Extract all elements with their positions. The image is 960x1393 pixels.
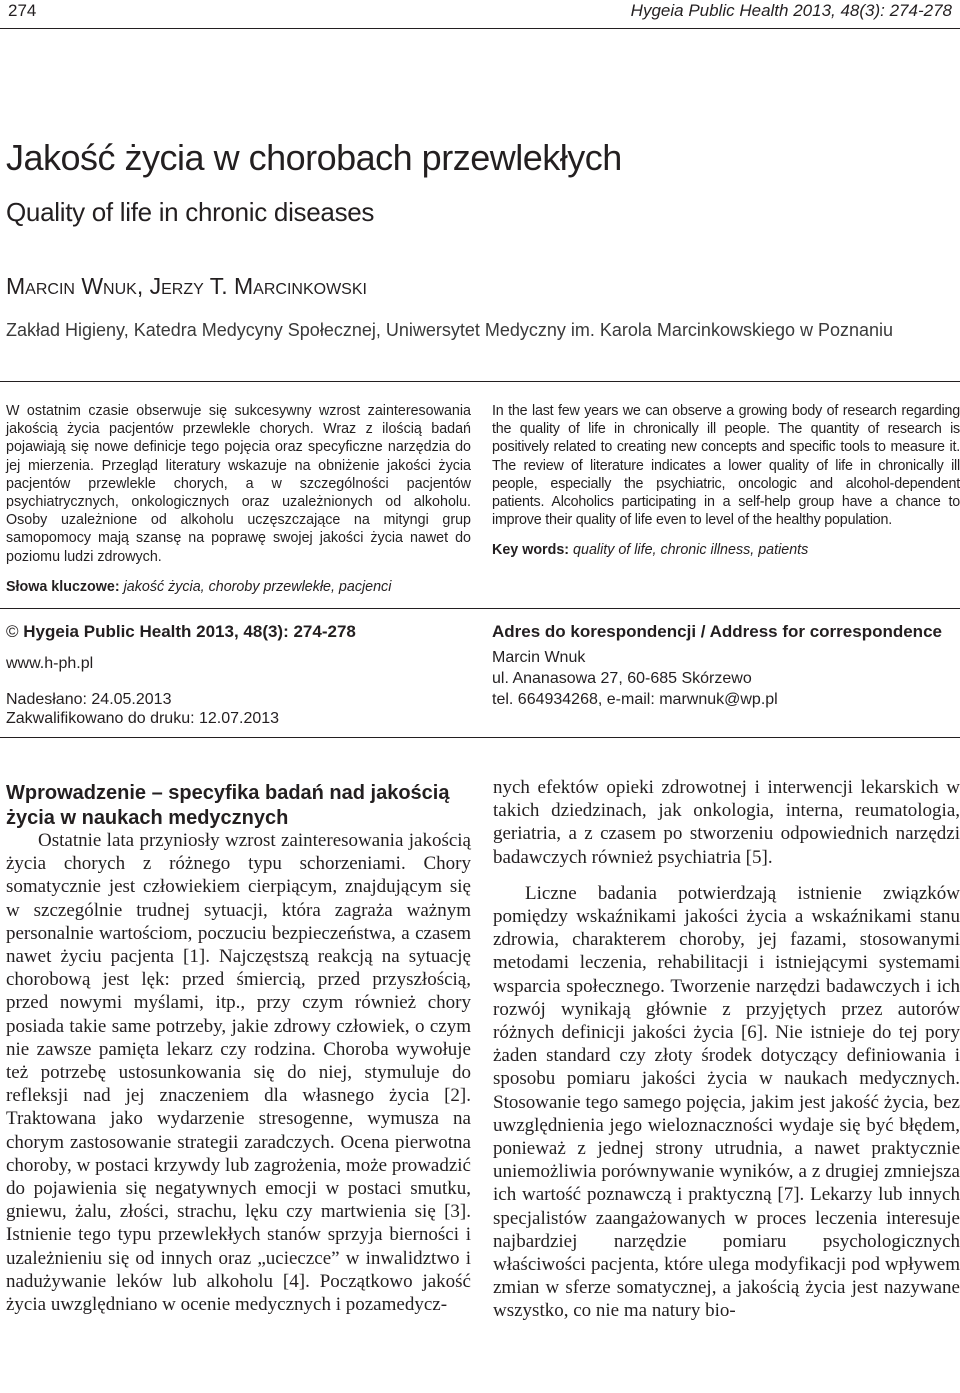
correspondence-name: Marcin Wnuk [492, 649, 586, 666]
page-number: 274 [8, 1, 37, 20]
body-top-rule [0, 737, 960, 738]
keywords-polish [6, 578, 391, 596]
keywords-polish-label: Słowa kluczowe: [6, 579, 120, 595]
correspondence-contact: tel. 664934268, e-mail: marwnuk@wp.pl [492, 691, 778, 708]
body-paragraph: Ostatnie lata przyniosły wzrost zainteresowania jakością życia chorych z różnego typu schorzeniami. Chory somatycznie jest człowiekiem cierpiącym, znajdującym się w szczególnie trudnej sytuacji, która zagraża ważnym personalnie wartościom, poczuciu bezpieczeństwa, a czasem nawet życiu pacjenta [1]. Najczęstszą reakcją na sytuację chorobową jest lęk: przed śmiercią, przed przyszłością, przed nowymi myślami, itp., przy czym również chory posiada takie same potrzeby, jakie zdrowy człowiek, o czym nie zawsze pamięta lekarz czy rodzina. Choroba wywołuje też potrzebę ustosunkowania się do niej, stymuluje do refleksji nad jej znaczeniem dla własnego życia [2]. Traktowana jako wydarzenie stresogenne, wymusza na chorym zastosowanie strategii zaradczych. Ocena pierwotna choroby, w postaci krzywdy lub zagrożenia, może prowadzić do pojawienia się negatywnych emocji w postaci smutku, gniewu, żalu, złości, strachu, lęku czy martwienia się [3]. Istnienie tego typu przewlekłych stanów sprzyja bierności i uzależnieniu się od innych oraz „ucieczce” w inwalidztwo i nadużywanie leków lub alkoholu [4]. Początkowo jakość życia uwzględniano w ocenie medycznych i pozamedycz- [6, 830, 471, 1316]
copyright-icon: © [6, 622, 19, 641]
abstract-top-rule [0, 381, 960, 382]
copyright-citation: Hygeia Public Health 2013, 48(3): 274-278 [23, 622, 356, 641]
journal-header: Hygeia Public Health 2013, 48(3): 274-278 [630, 1, 952, 20]
body-paragraph: nych efektów opieki zdrowotnej i interwencji lekarskich w takich dziedzinach, jak onkologia, interna, reumatologia, geriatria, a z czasem po stworzeniu odpowiednich narzędzi badawczych również psychiatria [5]. [493, 777, 960, 868]
body-paragraph: Liczne badania potwierdzają istnienie związków pomiędzy wskaźnikami jakości życia a wskaźnikami stanu zdrowia, charakterem choroby, jej fazami, stosowanymi metodami leczenia, rehabilitacji i istniejącymi systemami wsparcia społecznego. Tworzenie narzędzi badawczych i ich rozwój wynikają głównie z przyjętych przez autorów różnych definicji jakości życia [6]. Nie istnieje do tej pory żaden standard czy złoty środek dotyczący definiowania i sposobu pomiaru jakości życia w naukach medycznych. Stosowanie tego samego pojęcia, jakim jest jakość życia, bez uwzględnienia jego wieloznaczności wydaje się być błędem, ponieważ z jednej strony utrudnia, a nawet praktycznie uniemożliwia porównywanie wyników, a z drugiej zmniejsza ich wartość poznawczą i praktyczną [7]. Lekarzy lub innych specjalistów zaangażowanych w proces leczenia interesuje najbardziej narzędzie pomiaru psychologicznych właściwości pacjenta, które ulega modyfikacji pod wpływem zmian w sferze somatycznej, a jakością życia jest nazywane wszystko, co nie ma natury bio- [493, 882, 960, 1322]
received-date: Nadesłano: 24.05.2013 [6, 691, 172, 708]
meta-top-rule [0, 608, 960, 609]
abstract-english: In the last few years we can observe a growing body of research regarding the quality of life in chronically ill people. The quantity of research is positively related to creating new concepts and specific tools to measure it. The review of literature indicates a lower quality of life in chronically ill people, especially the psychiatric, oncologic and alcohol-dependent patients. Alcoholics participating in a self-help group have a chance to improve their quality of life even to level of the healthy population. [492, 403, 960, 529]
accepted-date: Zakwalifikowano do druku: 12.07.2013 [6, 710, 280, 727]
affiliation: Zakład Higieny, Katedra Medycyny Społecznej, Uniwersytet Medyczny im. Karola Marcinkowskiego w Poznaniu [6, 320, 894, 340]
body-column-right [493, 776, 960, 1323]
article-title-english: Quality of life in chronic diseases [6, 197, 375, 227]
keywords-english-label: Key words: [492, 542, 570, 558]
body-column-left [6, 829, 471, 1316]
keywords-english [492, 541, 808, 559]
header-rule [0, 28, 960, 29]
correspondence-heading: Adres do korespondencji / Address for correspondence [492, 622, 942, 641]
abstract-polish: W ostatnim czasie obserwuje się sukcesywny wzrost zainteresowania jakością życia pacjentów przewlekle chorych. Wraz z ilością badań pojawiają się nowe definicje tego pojęcia oraz specyficzne narzędzia do jej mierzenia. Przegląd literatury wskazuje na obniżenie jakości życia pacjentów przewlekle chorych, a w szczególności pacjentów psychiatrycznych, onkologicznych oraz uzależnionych od alkoholu. Osoby uzależnione od alkoholu uczęszczające na mityngi grup samopomocy mają szansę na poprawę swojej jakości życia nawet do poziomu ludzi zdrowych. [6, 403, 471, 565]
article-title-polish: Jakość życia w chorobach przewlekłych [6, 137, 622, 178]
copyright-line [6, 622, 356, 642]
correspondence-address: ul. Ananasowa 27, 60-685 Skórzewo [492, 670, 752, 687]
section-heading: Wprowadzenie – specyfika badań nad jakością życia w naukach medycznych [6, 782, 450, 829]
journal-website: www.h-ph.pl [6, 655, 94, 672]
authors: Marcin Wnuk, Jerzy T. Marcinkowski [6, 273, 367, 299]
keywords-polish-text: jakość życia, choroby przewlekłe, pacjenci [123, 579, 392, 595]
keywords-english-text: quality of life, chronic illness, patients [573, 542, 809, 558]
